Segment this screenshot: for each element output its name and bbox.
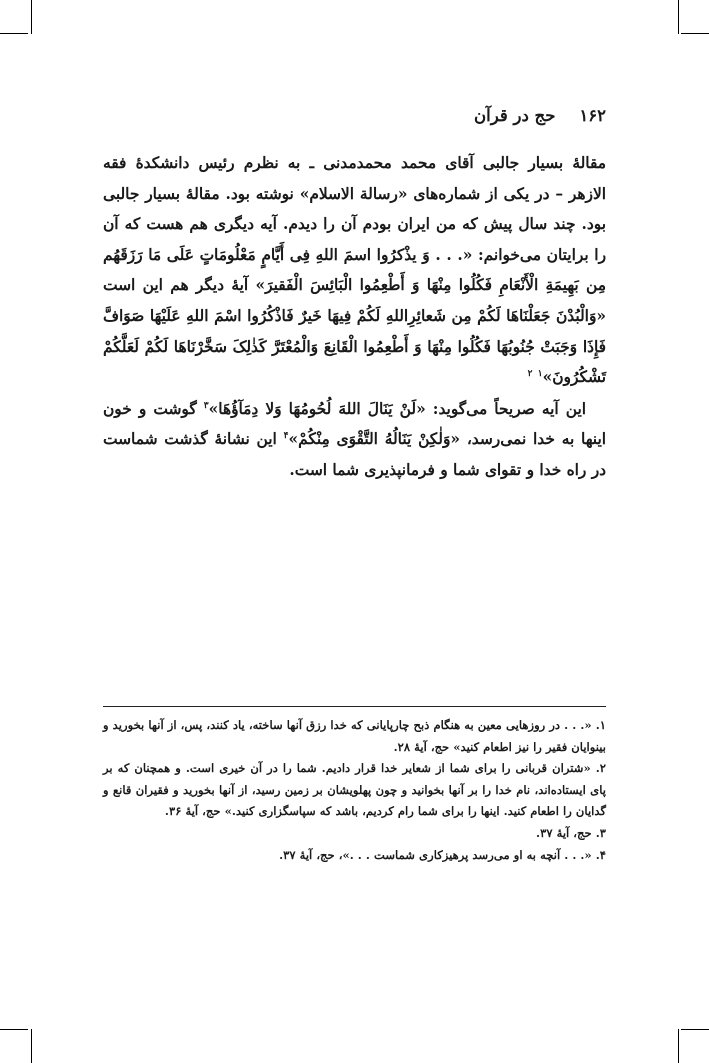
- footnote-3: ۳. حج، آیهٔ ۳۷.: [536, 825, 606, 840]
- crop-mark-bottom-left-h: [0, 1029, 28, 1030]
- footnote-ref-1: ۱: [537, 369, 543, 380]
- page-number: ۱۶۲: [579, 106, 606, 125]
- crop-mark-bottom-right: [678, 1029, 679, 1063]
- footnote-4: ۴. «. . . آنچه به او می‌رسد پرهیزکاری شماست . . .»، حج، آیهٔ ۳۷.: [279, 847, 606, 862]
- footnote-ref-4: ۴: [283, 431, 289, 442]
- crop-mark-top-right: [678, 0, 679, 34]
- crop-mark-top-left-h: [0, 33, 28, 34]
- paragraph-2-text-a: این آیه صریحاً می‌گوید: «لَنْ یَنَالَ اللهَ لُحُومُهَا وَلا دِمَآؤُهَا»: [208, 399, 587, 418]
- footnote-ref-2: ۲: [527, 369, 533, 380]
- paragraph-2-text-b: گوشت و خون اینها به خدا نمی‌رسد، «وَلٰکِنْ یَنَالُهُ التَّقْوَی مِنْکُمْ»: [103, 399, 607, 449]
- paragraph-1-text: مقالهٔ بسیار جالبی آقای محمد محمدمدنی ـ به نظرم رئیس دانشکدهٔ فقه الازهر – در یکی از شماره‌های «رسالة الاسلام» نوشته بود. مقالهٔ بسیار جالبی بود. چند سال پیش که من ایران بودم آن را دیدم. آیه دیگری هم هست که آن را برایتان می‌خوانم: «. . . وَ یذْکرُوا اسمَ اللهِ فِی أَیَّامٍ مَعْلُومَاتٍ عَلَی مَا رَزَقَهُم مِن بَهِیمَةِ الْأَنْعَامِ فَکُلُوا مِنْهَا وَ أَطْعِمُوا الْبَائِسَ الْفَقیرَ» آیهٔ دیگر هم این است «وَالْبُدْنَ جَعَلْنَاهَا لَکُمْ مِن شَعائِرِاللهِ لَکُمْ فِیهَا خَیرٌ فَاذْکُرُوا اسْمَ اللهِ عَلَیْهَا صَوَافَّ فَإِذَا وَجَبَتْ جُنُوبُهَا فَکُلُوا مِنْهَا وَ أَطْعِمُوا الْقَانِعَ وَالْمُعْتَرَّ کَذٰلِکَ سَخَّرْنَاهَا لَکُمْ لَعَلَّکُمْ تَشْکُرُونَ»: [103, 154, 606, 387]
- footnote-2: ۲. «شتران قربانی را برای شما از شعایر خدا قرار دادیم. شما را در آن خیری است. و همچنان که بر پای ایستاده‌اند، نام خدا را بر آنها بخوانید و چون پهلویشان بر زمین رسید، از آنها بخورید و فقیران قانع و گدایان را اطعام کنید. اینها را برای شما رام کردیم، باشد که سپاسگزاری کنید.» حج، آیهٔ ۳۶.: [103, 761, 606, 819]
- page-header: [103, 106, 606, 125]
- footnote-1: ۱. «. . . در روزهایی معین به هنگام ذبح چارپایانی که خدا رزق آنها ساخته، یاد کنند، پس، از آنها بخورید و بینوایان فقیر را نیز اطعام کنید» حج، آیهٔ ۲۸.: [103, 718, 606, 754]
- running-title: حج در قرآن: [474, 106, 556, 125]
- footnotes: [103, 715, 606, 866]
- paragraph-2: [103, 394, 606, 486]
- paragraph-2-text-c: این نشانهٔ گذشت شماست در راه خدا و تقوای شما و فرمانپذیری شما است.: [103, 430, 606, 479]
- crop-mark-bottom-right-h: [681, 1029, 709, 1030]
- crop-mark-bottom-left: [31, 1029, 32, 1063]
- paragraph-1: [103, 148, 606, 393]
- footnote-separator: [103, 706, 606, 707]
- footnote-ref-3: ۳: [203, 400, 209, 411]
- crop-mark-top-right-h: [681, 33, 709, 34]
- crop-mark-top-left: [31, 0, 32, 34]
- main-text: [103, 148, 606, 486]
